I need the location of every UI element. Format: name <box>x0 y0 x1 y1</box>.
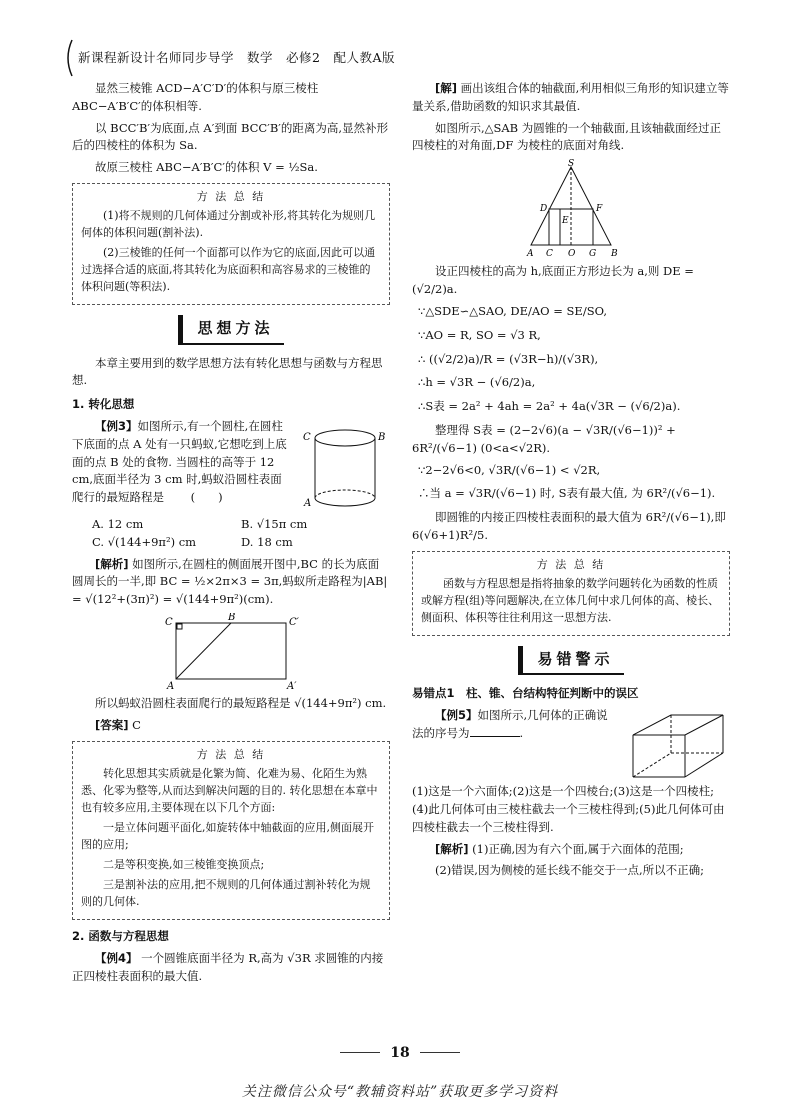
box-text: 转化思想其实质就是化繁为简、化难为易、化陌生为熟悉、化零为整等,从而达到解决问题的目的. 转化思想在本章中也有较多应用,主要体现在以下几个方面: <box>81 766 378 814</box>
label-A: A <box>304 498 312 510</box>
box-title: 方 法 总 结 <box>196 190 266 204</box>
subsection-title: 易错点1 柱、锥、台结构特征判断中的误区 <box>412 686 639 701</box>
box-title: 方 法 总 结 <box>196 747 266 761</box>
paragraph: 整理得 S表 = (2−2√6)(a − √3R/(√6−1))² + 6R²/(√6−1) (0<a<√2R). <box>412 422 676 455</box>
box-text: 函数与方程思想是指将抽象的数学问题转化为函数的性质或解方程(组)等问题解决,在立体几何中求几何体的高、棱长、侧面积、体积等往往利用这一思想方法. <box>421 576 720 624</box>
label-F: F <box>596 204 603 215</box>
box-text: (2)三棱锥的任何一个面都可以作为它的底面,因此可以通过选择合适的底面,将其转化为底面积和高容易求的三棱锥的体积问题(等积法). <box>81 246 376 294</box>
paragraph: 设正四棱柱的高为 h,底面正方形边长为 a,则 DE = (√2/2)a. <box>412 264 694 297</box>
box-text: 三是割补法的应用,把不规则的几何体通过割补转化为规则的几何体. <box>81 878 371 909</box>
example-text: 一个圆锥底面半径为 R,高为 √3R 求圆锥的内接正四棱柱表面积的最大值. <box>72 950 384 983</box>
label-C: C <box>546 249 553 260</box>
equation: ∵2−2√6<0, √3R/(√6−1) < √2R, <box>418 462 601 477</box>
example-tag: 【例3】 <box>95 419 138 434</box>
paragraph: 即圆锥的内接正四棱柱表面积的最大值为 6R²/(√6−1),即 6(√6+1)R²/5. <box>412 510 726 542</box>
label-E: E <box>562 216 569 227</box>
answer-value: C <box>132 717 141 732</box>
running-header: 新课程新设计名师同步导学 数学 必修2 配人教A版 <box>78 50 395 65</box>
solution-text: 如图所示,在圆柱的侧面展开图中,BC 的长为底面圆周长的一半,即 BC = ½×2π×3 = 3π,蚂蚁所走路程为|AB| = √(12²+(3π)²) = √(144+9π²)(cm). <box>72 556 388 607</box>
box-title: 方 法 总 结 <box>536 557 606 571</box>
option-d: D. 18 cm <box>241 534 293 549</box>
method-summary-box <box>72 183 390 305</box>
footer-note: 关注微信公众号“教辅资料站”获取更多学习资料 <box>241 1084 559 1100</box>
paragraph: 故原三棱柱 ABC−A′B′C′的体积 V = ½Sa. <box>95 160 318 175</box>
example-text: 如图所示,有一个圆柱,在圆柱下底面的点 A 处有一只蚂蚁,它想吃到上底面的点 B 处的食物. 当圆柱的高等于 12 cm,底面半径为 3 cm 时,蚂蚁沿圆柱表面爬行的最短路程是 <box>72 419 287 505</box>
label-C: C <box>165 617 173 629</box>
example-text: 如图所示,几何体的正确说法的序号为 <box>412 708 608 740</box>
solution-text: (1)正确,因为有六个面,属于六面体的范围; <box>472 841 684 856</box>
label-D: D <box>540 204 548 215</box>
unrolled-rectangle-figure <box>151 613 311 691</box>
label-A: A <box>527 249 534 260</box>
hexahedron-figure <box>625 707 730 783</box>
equation: ∵△SDE∽△SAO, DE/AO = SE/SO, <box>418 303 607 318</box>
example-tag: 【例4】 <box>95 950 138 965</box>
equation: ∴ ((√2/2)a)/R = (√3R−h)/(√3R), <box>418 351 599 366</box>
box-text: (1)将不规则的几何体通过分割或补形,将其转化为规则几何体的体积问题(割补法). <box>81 209 376 240</box>
answer-tag: [答案] <box>95 717 129 732</box>
paragraph: 以 BCC′B′为底面,点 A′到面 BCC′B′的距离为高,显然补形后的四棱柱的体积为 Sa. <box>72 120 389 153</box>
label-B: B <box>378 432 386 444</box>
subsection-title: 1. 转化思想 <box>72 397 135 412</box>
equation: ∴当 a = √3R/(√6−1) 时, S表有最大值, 为 6R²/(√6−1). <box>418 486 716 501</box>
page-number: 18 <box>390 1045 410 1061</box>
subsection-title: 2. 函数与方程思想 <box>72 929 169 944</box>
solution-tag: [解] <box>435 81 458 95</box>
label-B: B <box>611 249 618 260</box>
answer-blank <box>470 725 520 737</box>
option-c: C. √(144+9π²) cm <box>92 534 197 549</box>
option-a: A. 12 cm <box>92 517 144 532</box>
method-summary-box <box>412 551 730 636</box>
right-column: [解] 画出该组合体的轴截面,利用相似三角形的知识建立等量关系,借助函数的知识求其最值. 如图所示,△SAB 为圆锥的一个轴截面,且该轴截面经过正四棱柱的对角面,DF 为棱柱的底面对角线. S D E F A C O G B 设正四棱柱的高为 h,底面正方形边长为 a,则 DE = (√2/2)a. ∵△SDE∽△SAO, DE/AO = SE/SO, ∵AO = R, SO = √3 R, ∴ ((√2/2)a)/R = (√3R−h)/(√3R), ∴h = √3R − (√6/2)a, ∴S表 = 2a² + 4ah = 2a² + 4a(√3R − (√6/2)a). 整理得 S表 = (2−2√6)(a − √3R/(√6−1))² + 6R²/(√6−1) (0<a<√2R). ∵2−2√6<0, √3R/(√6−1) < √2R, ∴当 a = √3R/(√6−1) 时, S表有最大值, 为 6R²/(√6−1). 即圆锥的内接正四棱柱表面积的最大值为 6R²/(√6−1),即 6(√6+1)R²/5. 方 法 总 结 函数与方程思想是指将抽象的数学问题转化为函数的性质或解方程(组)等问题解决,在立体几何中求几何体的高、棱长、侧面积、体积等往往利用这一思想方法. 易错警示 易错点1 柱、锥、台结构特征判断中的误区 【例5】如图所示,几何体的正确说法的序号为 . (1)这是一个六面体;(2)这是一个四棱台;(3)这是一个四棱柱;(4)此几何体可由三棱柱截去一个三棱柱得到;(5)此几何体可由四棱柱截去一个三棱柱得到. [解析] (1)正确,因为有六个面,属于六面体的范围; (2)错误,因为侧棱的延长线不能交于一点,所以不正确; <box>412 80 730 884</box>
paragraph: 所以蚂蚁沿圆柱表面爬行的最短路程是 √(144+9π²) cm. <box>95 696 387 711</box>
label-G: G <box>589 249 597 260</box>
paragraph: (1)这是一个六面体;(2)这是一个四棱台;(3)这是一个四棱柱;(4)此几何体可由三棱柱截去一个三棱柱得到;(5)此几何体可由四棱柱截去一个三棱柱得到. <box>412 784 725 834</box>
paragraph: 显然三棱锥 ACD−A′C′D′的体积与原三棱柱 ABC−A′B′C′的体积相等. <box>72 81 319 113</box>
label-S: S <box>568 159 575 170</box>
method-summary-box <box>72 741 390 920</box>
label-A: A <box>167 681 175 692</box>
answer-paren: ( ) <box>190 490 223 505</box>
header-bracket-icon <box>64 38 74 78</box>
cylinder-figure <box>300 424 390 514</box>
example-tag: 【例5】 <box>435 708 478 723</box>
label-A-prime: A′ <box>287 681 297 692</box>
section-title: 易错警示 <box>518 646 623 675</box>
solution-tag: [解析] <box>95 556 129 571</box>
equation: ∴h = √3R − (√6/2)a, <box>418 375 536 390</box>
left-column <box>72 80 390 990</box>
section-title: 思想方法 <box>178 315 283 344</box>
label-O: O <box>568 249 576 260</box>
label-C: C <box>303 432 311 444</box>
paragraph: 本章主要用到的数学思想方法有转化思想与函数与方程思想. <box>72 355 383 388</box>
label-B: B <box>228 613 236 624</box>
box-text: 一是立体问题平面化,如旋转体中轴截面的应用,侧面展开图的应用; <box>81 820 374 851</box>
solution-tag: [解析] <box>435 841 469 856</box>
solution-text: 画出该组合体的轴截面,利用相似三角形的知识建立等量关系,借助函数的知识求其最值. <box>412 81 729 113</box>
cone-cross-section-figure <box>511 159 631 259</box>
equation: ∴S表 = 2a² + 4ah = 2a² + 4a(√3R − (√6/2)a). <box>418 399 681 414</box>
box-text: 二是等积变换,如三棱锥变换顶点; <box>103 858 265 871</box>
label-C-prime: C′ <box>289 617 299 629</box>
equation: ∵AO = R, SO = √3 R, <box>418 327 541 342</box>
paragraph: (2)错误,因为侧棱的延长线不能交于一点,所以不正确; <box>435 863 704 878</box>
paragraph: 如图所示,△SAB 为圆锥的一个轴截面,且该轴截面经过正四棱柱的对角面,DF 为棱柱的底面对角线. <box>412 120 721 153</box>
option-b: B. √15π cm <box>241 517 308 532</box>
